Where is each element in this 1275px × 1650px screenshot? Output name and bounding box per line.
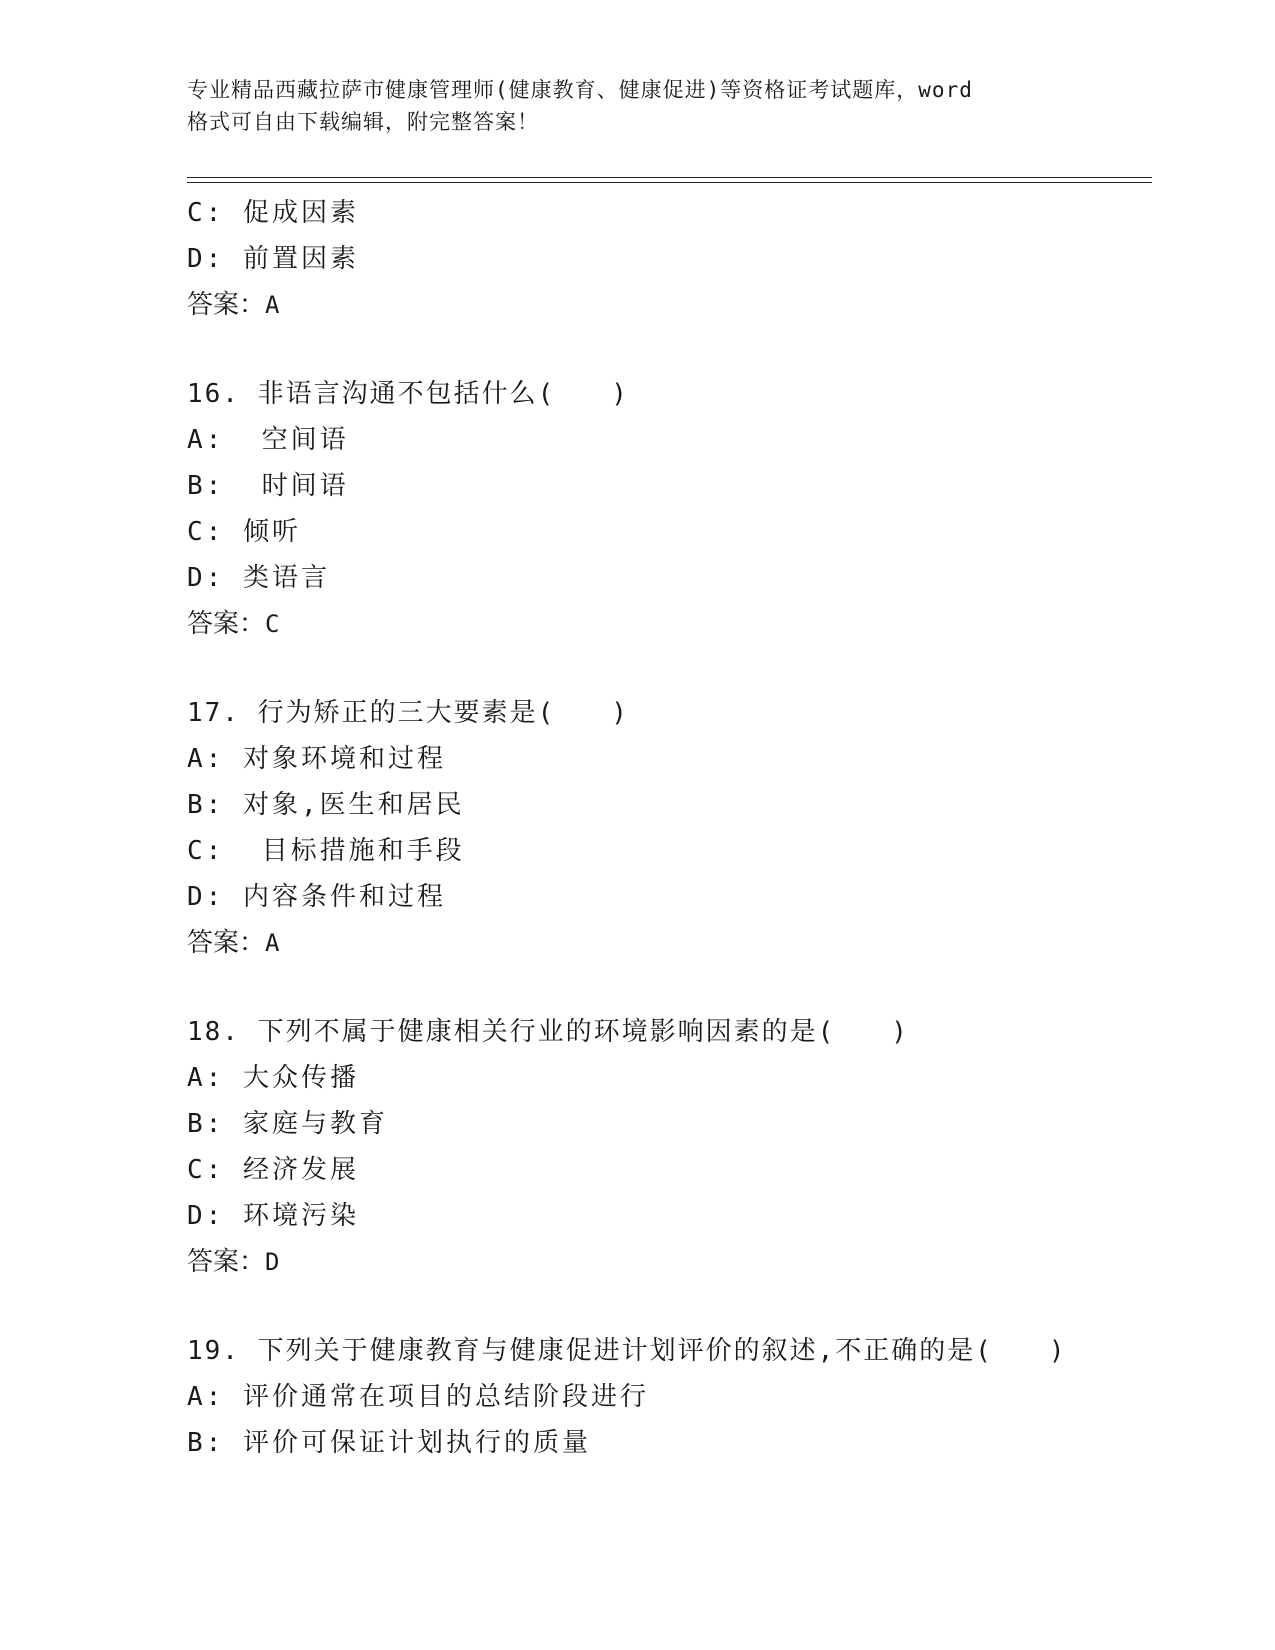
question-block-15 xyxy=(187,190,1147,328)
option-b: B: 家庭与教育 xyxy=(187,1109,388,1139)
option-d: D: 内容条件和过程 xyxy=(187,882,446,912)
answer-value: A xyxy=(265,291,280,319)
option-a: A: 评价通常在项目的总结阶段进行 xyxy=(187,1382,649,1412)
question-text: 18. 下列不属于健康相关行业的环境影响因素的是( ) xyxy=(187,1017,909,1047)
question-block-16 xyxy=(187,371,1147,647)
answer-label: 答案： xyxy=(187,1247,266,1277)
option-a: A: 对象环境和过程 xyxy=(187,744,446,774)
option-b: B: 时间语 xyxy=(187,471,349,501)
option-d: D: 前置因素 xyxy=(187,244,359,274)
answer-line xyxy=(187,282,1147,328)
option-a: A: 空间语 xyxy=(187,425,349,455)
question-text: 16. 非语言沟通不包括什么( ) xyxy=(187,379,629,409)
answer-line xyxy=(187,601,1147,647)
option-c: C: 倾听 xyxy=(187,517,301,547)
answer-line xyxy=(187,1239,1147,1285)
option-c: C: 目标措施和手段 xyxy=(187,836,465,866)
option-c: C: 经济发展 xyxy=(187,1155,359,1185)
option-b: B: 评价可保证计划执行的质量 xyxy=(187,1428,591,1458)
answer-value: C xyxy=(265,610,280,638)
answer-value: A xyxy=(265,929,280,957)
document-header xyxy=(187,74,1087,138)
header-line-1: 专业精品西藏拉萨市健康管理师(健康教育、健康促进)等资格证考试题库，word xyxy=(187,78,973,102)
question-block-18 xyxy=(187,1009,1147,1285)
question-text: 19. 下列关于健康教育与健康促进计划评价的叙述,不正确的是( ) xyxy=(187,1336,1067,1366)
question-block-17 xyxy=(187,690,1147,966)
option-a: A: 大众传播 xyxy=(187,1063,359,1093)
answer-label: 答案： xyxy=(187,609,266,639)
answer-label: 答案： xyxy=(187,290,266,320)
option-b: B: 对象,医生和居民 xyxy=(187,790,465,820)
option-d: D: 类语言 xyxy=(187,563,330,593)
answer-label: 答案： xyxy=(187,928,266,958)
header-line-2: 格式可自由下载编辑，附完整答案！ xyxy=(187,110,539,134)
header-divider-bottom xyxy=(187,182,1152,183)
answer-value: D xyxy=(265,1248,280,1276)
option-d: D: 环境污染 xyxy=(187,1201,359,1231)
header-divider-top xyxy=(187,177,1152,178)
question-text: 17. 行为矫正的三大要素是( ) xyxy=(187,698,629,728)
question-list xyxy=(187,190,1147,1466)
question-block-19 xyxy=(187,1328,1147,1466)
option-c: C: 促成因素 xyxy=(187,198,359,228)
answer-line xyxy=(187,920,1147,966)
